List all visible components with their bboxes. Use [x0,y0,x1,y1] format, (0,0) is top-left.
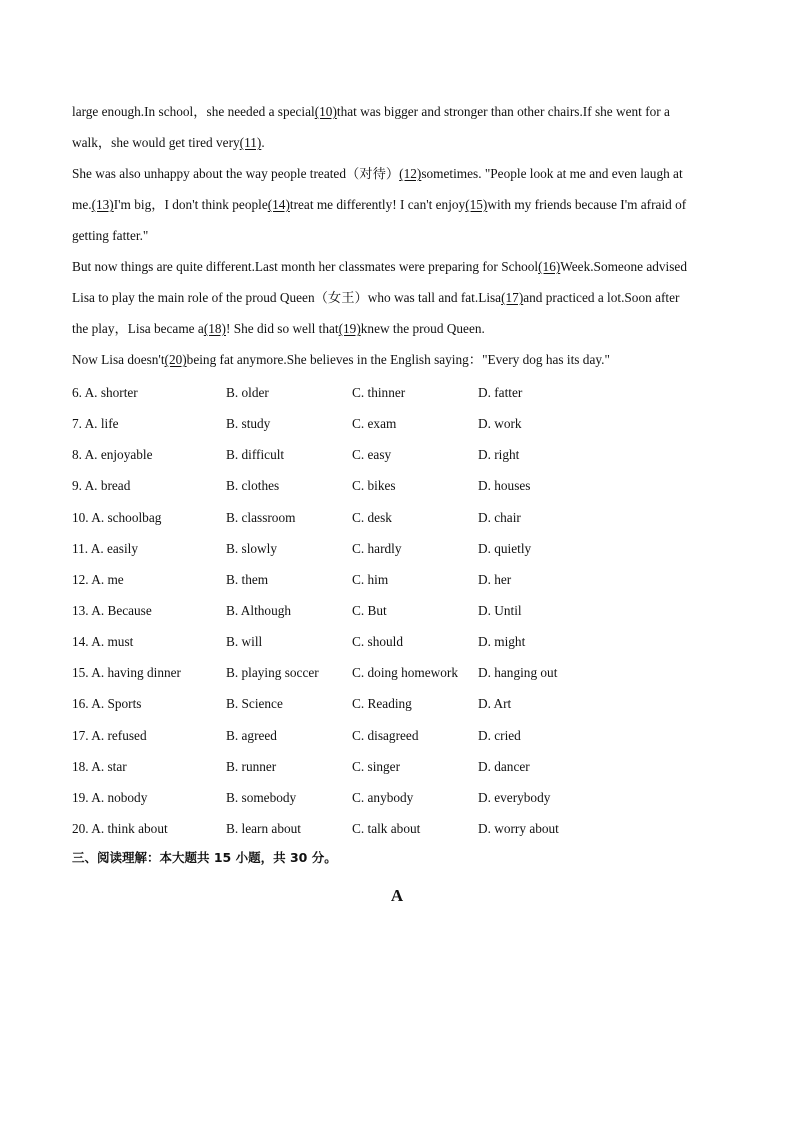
question-row [72,439,732,470]
option-a: 6. A. shorter [72,385,138,400]
passage-line [72,220,732,251]
option-a: 17. A. refused [72,727,147,743]
passage-line [72,251,732,282]
option-b: B. Science [226,696,283,712]
option-b: B. will [226,634,263,650]
option-a: 14. A. must [72,634,134,650]
option-c: C. thinner [352,385,406,400]
blank-number: (19) [338,321,361,336]
passage-text-segment: ! She did so well that [225,321,339,336]
passage-text-segment: Week.Someone advised [560,259,687,274]
question-row [72,688,732,719]
blank-number: (18) [203,321,226,336]
passage-text-segment: treat me differently! I can't enjoy [289,197,466,212]
section-heading: 三、阅读理解：本大题共 15 小题，共 30 分。 [72,850,337,865]
passage-text-segment: the play，Lisa became a [72,321,204,336]
option-b: B. slowly [226,540,277,556]
option-d: D. might [478,634,526,650]
blank-number: (11) [239,135,262,150]
option-d: D. chair [478,509,521,525]
passage-line [72,282,732,313]
question-options [72,377,732,844]
option-d: D. Art [478,696,512,712]
passage-line [72,127,732,158]
passage-line [72,313,732,344]
passage-text-segment: Now Lisa doesn't [72,352,165,367]
option-b: B. playing soccer [226,665,319,681]
option-a: 10. A. schoolbag [72,509,162,525]
option-a: 16. A. Sports [72,696,142,712]
blank-number: (20) [164,352,187,367]
option-d: D. cried [478,727,521,743]
option-b: B. difficult [226,447,285,463]
blank-number: (16) [538,259,561,274]
blank-number: (15) [465,197,488,212]
option-b: B. runner [226,758,277,774]
option-d: D. quietly [478,540,532,556]
option-d: D. houses [478,478,531,494]
option-a: 8. A. enjoyable [72,447,153,463]
passage-text-segment: getting fatter." [72,228,149,243]
passage-text-segment: knew the proud Queen. [360,321,485,336]
option-c: C. talk about [352,820,421,836]
question-row [72,813,732,844]
option-d: D. work [478,416,522,432]
question-row [72,502,732,533]
question-row [72,751,732,782]
option-a: 20. A. think about [72,820,168,836]
blank-number: (17) [501,290,524,305]
option-a: 12. A. me [72,571,124,587]
option-d: D. everybody [478,789,551,805]
section-title: A [390,886,404,905]
option-d: D. fatter [478,385,523,400]
option-c: C. anybody [352,789,414,805]
blank-number: (12) [399,166,422,181]
blank-number: (10) [314,104,337,119]
option-c: C. should [352,634,403,650]
option-a: 11. A. easily [72,540,138,556]
question-row [72,657,732,688]
passage-text-segment: I'm big，I don't think people [113,197,268,212]
passage-text-segment: that was bigger and stronger than other chairs.If she went for a [336,104,670,119]
option-b: B. somebody [226,789,297,805]
question-row [72,408,732,439]
question-row [72,564,732,595]
option-d: D. hanging out [478,665,558,681]
option-c: C. But [352,602,387,618]
option-b: B. agreed [226,727,277,743]
option-d: D. Until [478,602,522,618]
option-c: C. Reading [352,696,412,712]
question-row [72,533,732,564]
option-b: B. them [226,571,269,587]
blank-number: (14) [267,197,290,212]
option-d: D. dancer [478,758,530,774]
passage-text-segment: . [261,135,265,150]
passage-text-segment: She was also unhappy about the way people treated（对待） [72,166,400,181]
option-a: 18. A. star [72,758,127,774]
passage-text-segment: being fat anymore.She believes in the English saying："Every dog has its day." [186,352,610,367]
option-b: B. classroom [226,509,296,525]
passage-text-segment: sometimes. "People look at me and even laugh at [421,166,683,181]
passage-line [72,344,732,375]
question-row [72,377,732,408]
option-a: 7. A. life [72,416,119,432]
option-d: D. worry about [478,820,559,836]
passage-line [72,189,732,220]
option-c: C. hardly [352,540,402,556]
option-a: 15. A. having dinner [72,665,181,681]
passage-text-segment: with my friends because I'm afraid of [487,197,687,212]
question-row [72,595,732,626]
option-b: B. study [226,416,271,432]
question-row [72,782,732,813]
option-b: B. older [226,385,269,400]
passage-text [72,96,732,375]
option-d: D. her [478,571,512,587]
passage-line [72,158,732,189]
option-b: B. clothes [226,478,280,494]
question-row [72,470,732,501]
passage-text-segment: walk，she would get tired very [72,135,240,150]
option-c: C. exam [352,416,397,432]
option-c: C. singer [352,758,401,774]
option-c: C. desk [352,509,392,525]
option-a: 9. A. bread [72,478,131,494]
option-b: B. Although [226,602,292,618]
question-row [72,720,732,751]
option-c: C. disagreed [352,727,419,743]
question-row [72,626,732,657]
option-c: C. doing homework [352,665,458,681]
option-b: B. learn about [226,820,301,836]
option-a: 13. A. Because [72,602,152,618]
passage-line [72,96,732,127]
passage-text-segment: Lisa to play the main role of the proud Queen（女王）who was tall and fat.Lisa [72,290,502,305]
option-a: 19. A. nobody [72,789,148,805]
passage-text-segment: But now things are quite different.Last month her classmates were preparing for School [72,259,539,274]
option-d: D. right [478,447,520,463]
option-c: C. easy [352,447,392,463]
passage-text-segment: large enough.In school，she needed a special [72,104,315,119]
passage-text-segment: me. [72,197,92,212]
blank-number: (13) [91,197,114,212]
option-c: C. him [352,571,389,587]
option-c: C. bikes [352,478,396,494]
passage-text-segment: and practiced a lot.Soon after [523,290,680,305]
